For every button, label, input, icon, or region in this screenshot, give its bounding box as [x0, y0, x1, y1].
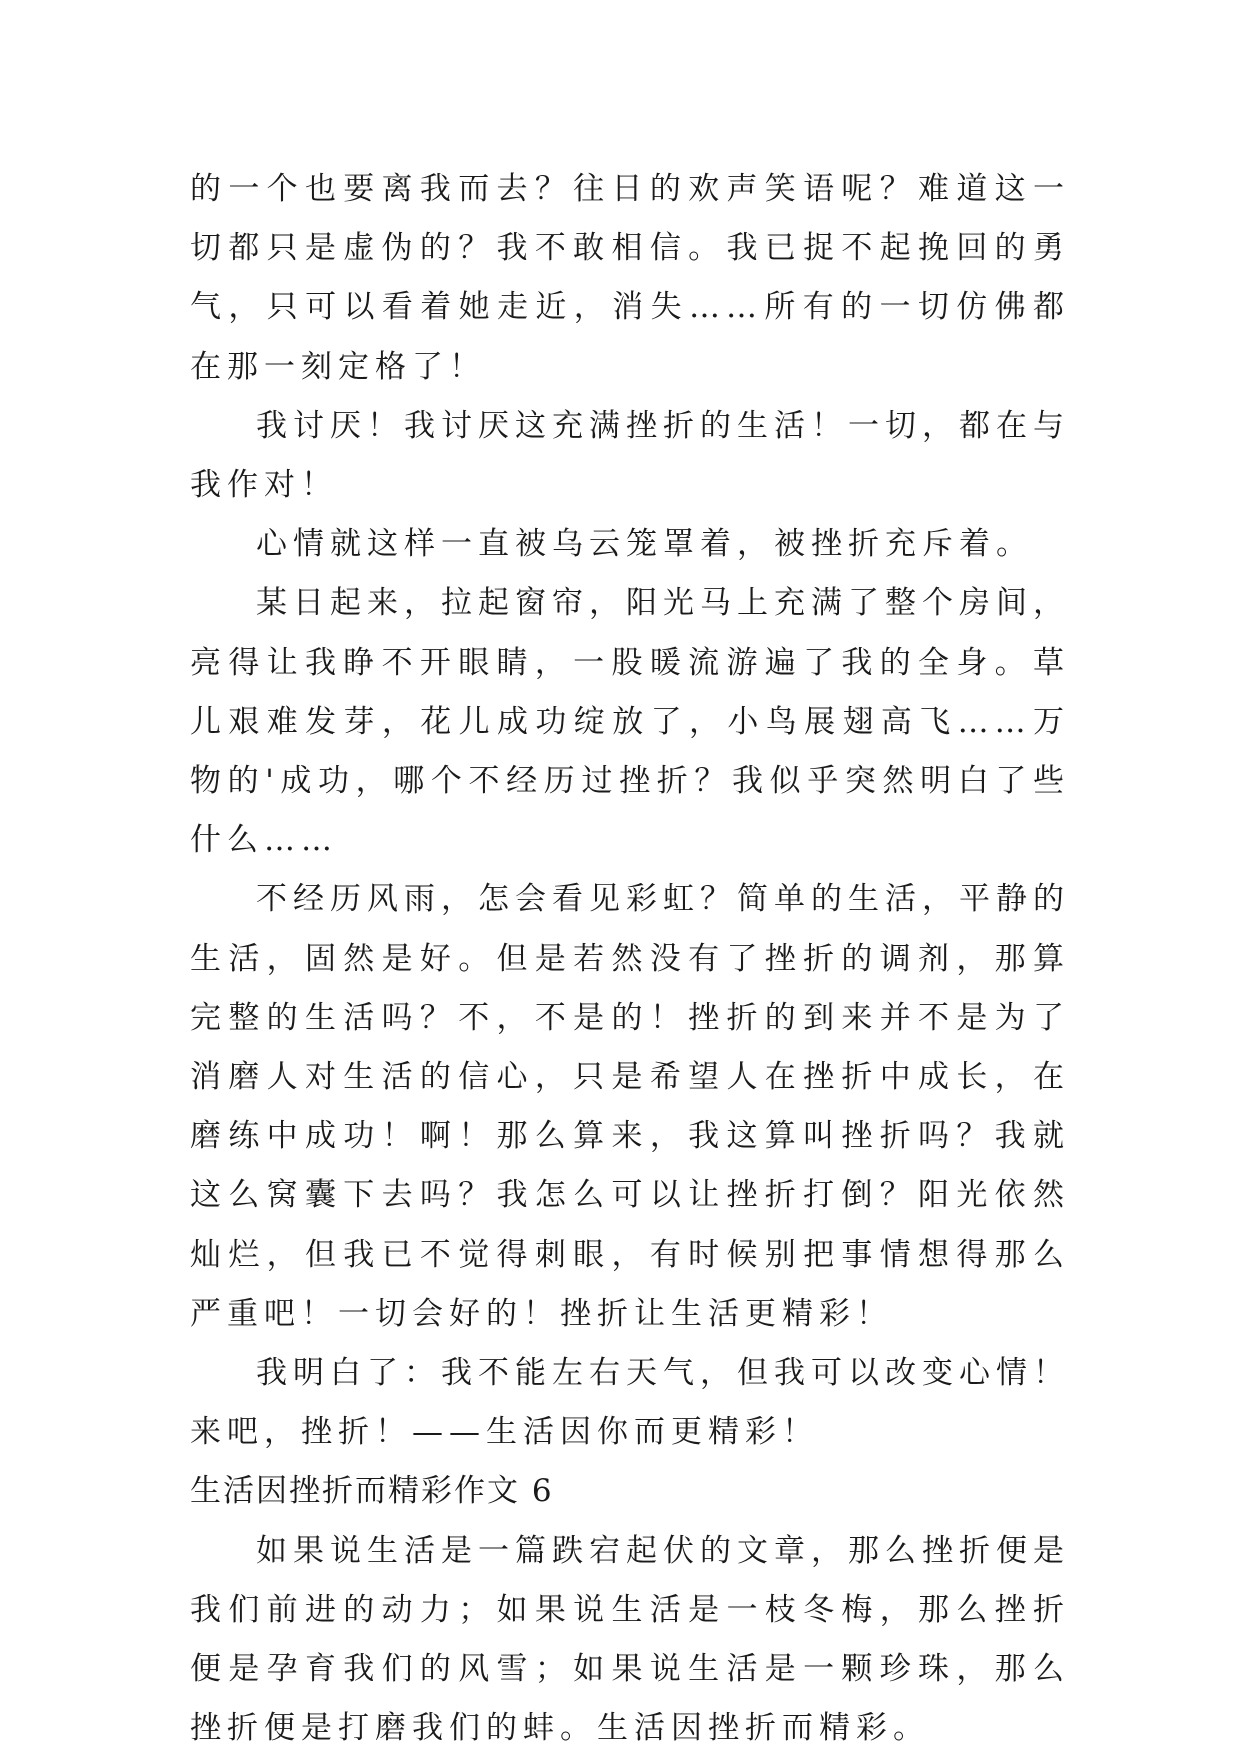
document-body	[190, 160, 1070, 1758]
paragraph: 心情就这样一直被乌云笼罩着，被挫折充斥着。	[256, 526, 1033, 563]
section-heading: 生活因挫折而精彩作文 6	[190, 1473, 554, 1510]
paragraph-continuation: 的一个也要离我而去？往日的欢声笑语呢？难道这一切都只是虚伪的？我不敢相信。我已捉不起挽回的勇气，只可以看着她走近，消失……所有的一切仿佛都在那一刻定格了！	[190, 171, 1070, 385]
paragraph: 某日起来，拉起窗帘，阳光马上充满了整个房间，亮得让我睁不开眼睛，一股暖流游遍了我的全身。草儿艰难发芽，花儿成功绽放了，小鸟展翅高飞……万物的'成功，哪个不经历过挫折？我似乎突然明白了些什么……	[190, 585, 1070, 859]
paragraph: 如果说生活是一篇跌宕起伏的文章，那么挫折便是我们前进的动力；如果说生活是一枝冬梅，那么挫折便是孕育我们的风雪；如果说生活是一颗珍珠，那么挫折便是打磨我们的蚌。生活因挫折而精彩。	[190, 1532, 1070, 1747]
paragraph: 不经历风雨，怎会看见彩虹？简单的生活，平静的生活，固然是好。但是若然没有了挫折的调剂，那算完整的生活吗？不，不是的！挫折的到来并不是为了消磨人对生活的信心，只是希望人在挫折中成长，在磨练中成功！啊！那么算来，我这算叫挫折吗？我就这么窝囊下去吗？我怎么可以让挫折打倒？阳光依然灿烂，但我已不觉得刺眼，有时候别把事情想得那么严重吧！一切会好的！挫折让生活更精彩！	[190, 881, 1070, 1332]
paragraph: 我讨厌！我讨厌这充满挫折的生活！一切，都在与我作对！	[190, 407, 1070, 504]
paragraph: 我明白了：我不能左右天气，但我可以改变心情！来吧，挫折！——生活因你而更精彩！	[190, 1355, 1070, 1451]
